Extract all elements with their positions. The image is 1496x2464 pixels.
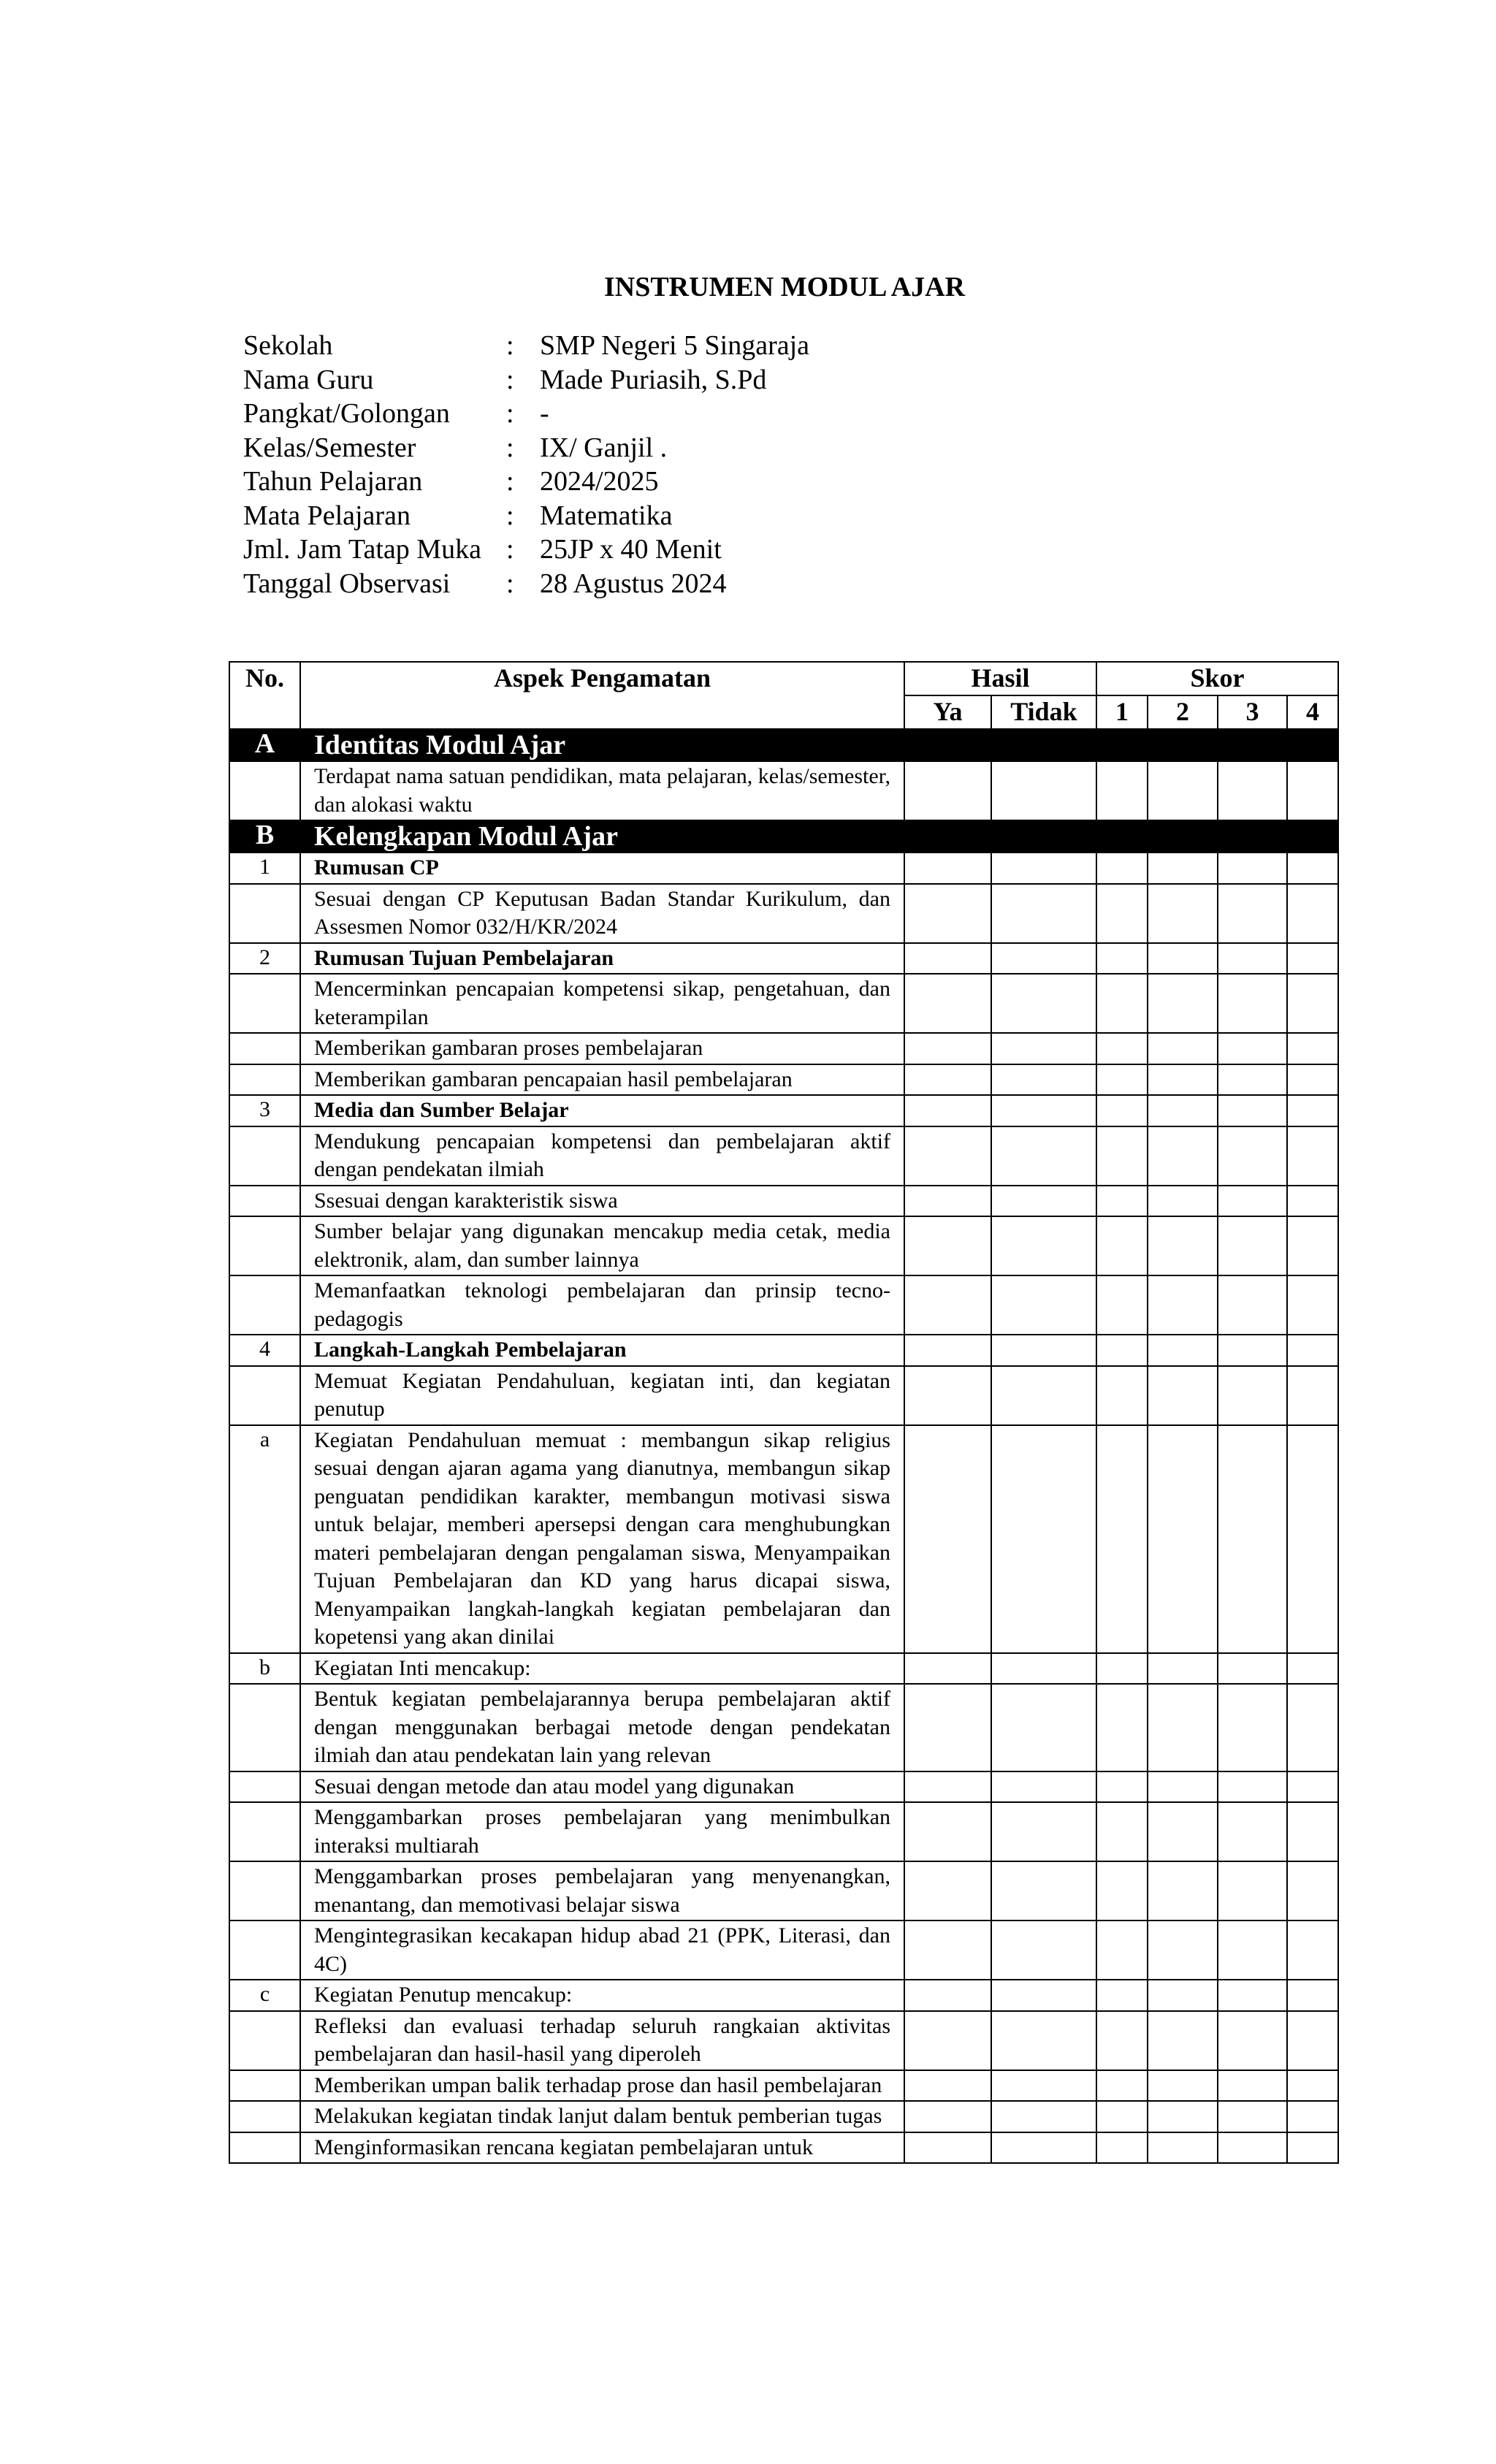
aspect-text: Mencerminkan pencapaian kompetensi sikap, pengetahuan, dan keterampilan <box>300 974 904 1033</box>
row-number <box>229 1771 300 1803</box>
tidak-cell[interactable] <box>991 2132 1096 2164</box>
row-number <box>229 1366 300 1425</box>
score-1-cell[interactable] <box>1096 1771 1148 1803</box>
score-3-cell[interactable] <box>1218 1921 1287 1980</box>
score-1-cell[interactable] <box>1096 761 1148 820</box>
table-row <box>229 1802 1338 1861</box>
info-value: 28 Agustus 2024 <box>540 568 727 599</box>
info-value: IX/ Ganjil . <box>540 432 668 463</box>
score-3-cell[interactable] <box>1218 2132 1287 2164</box>
ya-cell[interactable] <box>904 1366 991 1425</box>
score-2-cell[interactable] <box>1148 974 1218 1033</box>
ya-cell[interactable] <box>904 1335 991 1366</box>
tidak-cell[interactable] <box>991 974 1096 1033</box>
score-2-cell[interactable] <box>1148 2132 1218 2164</box>
score-3-cell[interactable] <box>1218 1425 1287 1653</box>
subsection-row <box>229 1335 1338 1366</box>
info-label: Sekolah <box>243 330 333 361</box>
info-row <box>243 329 809 363</box>
score-3-cell[interactable] <box>1218 1033 1287 1064</box>
subsection-title: Rumusan Tujuan Pembelajaran <box>300 943 904 974</box>
score-4-cell[interactable] <box>1287 761 1338 820</box>
score-4-cell[interactable] <box>1287 1366 1338 1425</box>
aspect-text: Melakukan kegiatan tindak lanjut dalam bentuk pemberian tugas <box>300 2101 904 2132</box>
score-1-cell[interactable] <box>1096 884 1148 943</box>
tidak-cell[interactable] <box>991 1126 1096 1186</box>
aspect-text: Memuat Kegiatan Pendahuluan, kegiatan inti, dan kegiatan penutup <box>300 1366 904 1425</box>
score-4-cell[interactable] <box>1287 1921 1338 1980</box>
score-4-cell[interactable] <box>1287 1033 1338 1064</box>
score-1-cell[interactable] <box>1096 2070 1148 2102</box>
table-row <box>229 1771 1338 1803</box>
ya-cell[interactable] <box>904 1095 991 1126</box>
row-number <box>229 1033 300 1064</box>
score-1-cell[interactable] <box>1096 1861 1148 1921</box>
score-3-cell[interactable] <box>1218 974 1287 1033</box>
tidak-cell[interactable] <box>991 2011 1096 2070</box>
info-label: Nama Guru <box>243 364 374 395</box>
tidak-cell[interactable] <box>991 1861 1096 1921</box>
score-1-cell[interactable] <box>1096 1684 1148 1771</box>
score-4-cell[interactable] <box>1287 1425 1338 1653</box>
row-number <box>229 1802 300 1861</box>
aspect-text: Memberikan umpan balik terhadap prose dan hasil pembelajaran <box>300 2070 904 2102</box>
row-number <box>229 761 300 820</box>
section-letter: B <box>229 820 300 853</box>
document-title: INSTRUMEN MODUL AJAR <box>603 272 966 302</box>
score-3-cell[interactable] <box>1218 2070 1287 2102</box>
score-1-cell[interactable] <box>1096 853 1148 884</box>
row-number: c <box>229 1980 300 2011</box>
section-row <box>229 729 1338 761</box>
score-3-cell[interactable] <box>1218 943 1287 974</box>
row-number <box>229 1064 300 1096</box>
table-row <box>229 1186 1338 1217</box>
header-hasil: Hasil <box>904 662 1096 695</box>
info-colon: : <box>506 568 514 599</box>
info-value: - <box>540 398 549 429</box>
info-colon: : <box>506 398 514 429</box>
row-number <box>229 2132 300 2164</box>
info-value: Matematika <box>540 500 673 531</box>
score-2-cell[interactable] <box>1148 1064 1218 1096</box>
tidak-cell[interactable] <box>991 1653 1096 1685</box>
header-score-2: 2 <box>1148 695 1218 729</box>
score-1-cell[interactable] <box>1096 2011 1148 2070</box>
score-1-cell[interactable] <box>1096 1064 1148 1096</box>
info-row <box>243 499 809 533</box>
table-row <box>229 1064 1338 1096</box>
score-2-cell[interactable] <box>1148 2070 1218 2102</box>
score-4-cell[interactable] <box>1287 1335 1338 1366</box>
table-row <box>229 1366 1338 1425</box>
aspect-text: Sumber belajar yang digunakan mencakup media cetak, media elektronik, alam, dan sumber lainnya <box>300 1216 904 1275</box>
score-3-cell[interactable] <box>1218 1095 1287 1126</box>
score-3-cell[interactable] <box>1218 853 1287 884</box>
row-number <box>229 1186 300 1217</box>
ya-cell[interactable] <box>904 1771 991 1803</box>
score-3-cell[interactable] <box>1218 1861 1287 1921</box>
info-colon: : <box>506 330 514 361</box>
score-1-cell[interactable] <box>1096 1653 1148 1685</box>
row-number: 4 <box>229 1335 300 1366</box>
ya-cell[interactable] <box>904 2132 991 2164</box>
score-3-cell[interactable] <box>1218 884 1287 943</box>
tidak-cell[interactable] <box>991 1335 1096 1366</box>
tidak-cell[interactable] <box>991 1186 1096 1217</box>
identity-block <box>243 329 809 600</box>
tidak-cell[interactable] <box>991 761 1096 820</box>
score-4-cell[interactable] <box>1287 1186 1338 1217</box>
score-2-cell[interactable] <box>1148 1033 1218 1064</box>
score-2-cell[interactable] <box>1148 943 1218 974</box>
info-row <box>243 567 809 601</box>
score-1-cell[interactable] <box>1096 974 1148 1033</box>
table-row <box>229 1425 1338 1653</box>
table-row <box>229 1684 1338 1771</box>
table-row <box>229 974 1338 1033</box>
score-1-cell[interactable] <box>1096 1216 1148 1275</box>
score-4-cell[interactable] <box>1287 1861 1338 1921</box>
table-row <box>229 1921 1338 1980</box>
aspect-text: Menggambarkan proses pembelajaran yang menimbulkan interaksi multiarah <box>300 1802 904 1861</box>
tidak-cell[interactable] <box>991 853 1096 884</box>
score-3-cell[interactable] <box>1218 1186 1287 1217</box>
row-number <box>229 2011 300 2070</box>
ya-cell[interactable] <box>904 761 991 820</box>
aspect-text: Bentuk kegiatan pembelajarannya berupa pembelajaran aktif dengan menggunakan berbagai metode dengan pendekatan ilmiah dan atau pendekatan lain yang relevan <box>300 1684 904 1771</box>
score-4-cell[interactable] <box>1287 1275 1338 1335</box>
tidak-cell[interactable] <box>991 1216 1096 1275</box>
score-4-cell[interactable] <box>1287 1216 1338 1275</box>
subsection-row <box>229 943 1338 974</box>
header-score-3: 3 <box>1218 695 1287 729</box>
score-4-cell[interactable] <box>1287 1095 1338 1126</box>
table-row <box>229 1033 1338 1064</box>
table-row <box>229 1861 1338 1921</box>
aspect-text: Refleksi dan evaluasi terhadap seluruh rangkaian aktivitas pembelajaran dan hasil-hasil yang diperoleh <box>300 2011 904 2070</box>
header-aspek: Aspek Pengamatan <box>300 662 904 729</box>
score-4-cell[interactable] <box>1287 1684 1338 1771</box>
aspect-text: Terdapat nama satuan pendidikan, mata pelajaran, kelas/semester, dan alokasi waktu <box>300 761 904 820</box>
score-1-cell[interactable] <box>1096 1335 1148 1366</box>
score-3-cell[interactable] <box>1218 1335 1287 1366</box>
aspect-text: Ssesuai dengan karakteristik siswa <box>300 1186 904 1217</box>
row-number: 1 <box>229 853 300 884</box>
row-number <box>229 1684 300 1771</box>
info-label: Tanggal Observasi <box>243 568 451 599</box>
table-row <box>229 2011 1338 2070</box>
score-3-cell[interactable] <box>1218 1980 1287 2011</box>
section-title: Identitas Modul Ajar <box>300 729 1338 761</box>
ya-cell[interactable] <box>904 1425 991 1653</box>
ya-cell[interactable] <box>904 853 991 884</box>
row-number <box>229 1921 300 1980</box>
ya-cell[interactable] <box>904 1684 991 1771</box>
score-2-cell[interactable] <box>1148 1980 1218 2011</box>
score-4-cell[interactable] <box>1287 2132 1338 2164</box>
score-4-cell[interactable] <box>1287 2101 1338 2132</box>
tidak-cell[interactable] <box>991 1684 1096 1771</box>
score-1-cell[interactable] <box>1096 1802 1148 1861</box>
score-1-cell[interactable] <box>1096 1275 1148 1335</box>
ya-cell[interactable] <box>904 1802 991 1861</box>
score-2-cell[interactable] <box>1148 1425 1218 1653</box>
info-row <box>243 533 809 567</box>
score-4-cell[interactable] <box>1287 1064 1338 1096</box>
row-number <box>229 884 300 943</box>
aspect-text: Memanfaatkan teknologi pembelajaran dan prinsip tecno-pedagogis <box>300 1275 904 1335</box>
info-colon: : <box>506 466 514 497</box>
score-4-cell[interactable] <box>1287 2070 1338 2102</box>
ya-cell[interactable] <box>904 1126 991 1186</box>
ya-cell[interactable] <box>904 1033 991 1064</box>
tidak-cell[interactable] <box>991 2101 1096 2132</box>
score-2-cell[interactable] <box>1148 1861 1218 1921</box>
tidak-cell[interactable] <box>991 1064 1096 1096</box>
tidak-cell[interactable] <box>991 884 1096 943</box>
section-title: Kelengkapan Modul Ajar <box>300 820 1338 853</box>
aspect-text: Kegiatan Inti mencakup: <box>300 1653 904 1685</box>
score-2-cell[interactable] <box>1148 1216 1218 1275</box>
score-4-cell[interactable] <box>1287 2011 1338 2070</box>
info-row <box>243 397 809 431</box>
score-2-cell[interactable] <box>1148 1653 1218 1685</box>
aspect-text: Kegiatan Penutup mencakup: <box>300 1980 904 2011</box>
info-row <box>243 465 809 499</box>
score-3-cell[interactable] <box>1218 761 1287 820</box>
header-no: No. <box>229 662 300 729</box>
score-3-cell[interactable] <box>1218 2011 1287 2070</box>
aspect-text: Menginformasikan rencana kegiatan pembelajaran untuk <box>300 2132 904 2164</box>
header-ya: Ya <box>904 695 991 729</box>
score-4-cell[interactable] <box>1287 1802 1338 1861</box>
info-colon: : <box>506 364 514 395</box>
section-row <box>229 820 1338 853</box>
score-2-cell[interactable] <box>1148 1186 1218 1217</box>
score-2-cell[interactable] <box>1148 1335 1218 1366</box>
tidak-cell[interactable] <box>991 2070 1096 2102</box>
ya-cell[interactable] <box>904 2070 991 2102</box>
table-row <box>229 2101 1338 2132</box>
info-colon: : <box>506 500 514 531</box>
row-number <box>229 1126 300 1186</box>
info-colon: : <box>506 534 514 565</box>
table-row <box>229 884 1338 943</box>
score-3-cell[interactable] <box>1218 1064 1287 1096</box>
tidak-cell[interactable] <box>991 1275 1096 1335</box>
subsection-title: Rumusan CP <box>300 853 904 884</box>
score-2-cell[interactable] <box>1148 2011 1218 2070</box>
row-number: 2 <box>229 943 300 974</box>
tidak-cell[interactable] <box>991 1095 1096 1126</box>
score-2-cell[interactable] <box>1148 761 1218 820</box>
tidak-cell[interactable] <box>991 1921 1096 1980</box>
score-1-cell[interactable] <box>1096 1980 1148 2011</box>
tidak-cell[interactable] <box>991 1366 1096 1425</box>
table-row <box>229 1126 1338 1186</box>
header-skor: Skor <box>1096 662 1338 695</box>
row-number: a <box>229 1425 300 1653</box>
score-1-cell[interactable] <box>1096 2101 1148 2132</box>
score-3-cell[interactable] <box>1218 1366 1287 1425</box>
score-2-cell[interactable] <box>1148 853 1218 884</box>
row-number: 3 <box>229 1095 300 1126</box>
info-label: Mata Pelajaran <box>243 500 411 531</box>
header-score-4: 4 <box>1287 695 1338 729</box>
info-label: Tahun Pelajaran <box>243 466 423 497</box>
score-1-cell[interactable] <box>1096 1425 1148 1653</box>
tidak-cell[interactable] <box>991 1033 1096 1064</box>
score-3-cell[interactable] <box>1218 1771 1287 1803</box>
score-3-cell[interactable] <box>1218 1653 1287 1685</box>
row-number <box>229 1216 300 1275</box>
score-3-cell[interactable] <box>1218 1216 1287 1275</box>
score-3-cell[interactable] <box>1218 1684 1287 1771</box>
table-row <box>229 1275 1338 1335</box>
ya-cell[interactable] <box>904 1861 991 1921</box>
ya-cell[interactable] <box>904 1921 991 1980</box>
score-2-cell[interactable] <box>1148 1684 1218 1771</box>
aspect-text: Memberikan gambaran pencapaian hasil pembelajaran <box>300 1064 904 1096</box>
score-1-cell[interactable] <box>1096 1186 1148 1217</box>
info-row <box>243 431 809 465</box>
score-4-cell[interactable] <box>1287 1653 1338 1685</box>
row-number <box>229 2101 300 2132</box>
score-2-cell[interactable] <box>1148 1921 1218 1980</box>
ya-cell[interactable] <box>904 1980 991 2011</box>
score-1-cell[interactable] <box>1096 1921 1148 1980</box>
ya-cell[interactable] <box>904 974 991 1033</box>
row-number <box>229 1861 300 1921</box>
row-number: b <box>229 1653 300 1685</box>
ya-cell[interactable] <box>904 1216 991 1275</box>
score-4-cell[interactable] <box>1287 884 1338 943</box>
tidak-cell[interactable] <box>991 1980 1096 2011</box>
tidak-cell[interactable] <box>991 1771 1096 1803</box>
score-3-cell[interactable] <box>1218 1802 1287 1861</box>
score-1-cell[interactable] <box>1096 943 1148 974</box>
ya-cell[interactable] <box>904 2101 991 2132</box>
aspect-text: Sesuai dengan metode dan atau model yang digunakan <box>300 1771 904 1803</box>
info-row <box>243 363 809 397</box>
table-row <box>229 1980 1338 2011</box>
ya-cell[interactable] <box>904 1064 991 1096</box>
score-2-cell[interactable] <box>1148 884 1218 943</box>
score-2-cell[interactable] <box>1148 1126 1218 1186</box>
info-value: 2024/2025 <box>540 466 659 497</box>
score-1-cell[interactable] <box>1096 1366 1148 1425</box>
aspect-text: Mendukung pencapaian kompetensi dan pembelajaran aktif dengan pendekatan ilmiah <box>300 1126 904 1186</box>
info-label: Pangkat/Golongan <box>243 398 450 429</box>
score-1-cell[interactable] <box>1096 2132 1148 2164</box>
score-4-cell[interactable] <box>1287 974 1338 1033</box>
info-colon: : <box>506 432 514 463</box>
table-row <box>229 2132 1338 2164</box>
score-1-cell[interactable] <box>1096 1033 1148 1064</box>
subsection-row <box>229 1095 1338 1126</box>
ya-cell[interactable] <box>904 1653 991 1685</box>
tidak-cell[interactable] <box>991 1802 1096 1861</box>
aspect-text: Memberikan gambaran proses pembelajaran <box>300 1033 904 1064</box>
score-4-cell[interactable] <box>1287 853 1338 884</box>
score-2-cell[interactable] <box>1148 1275 1218 1335</box>
score-2-cell[interactable] <box>1148 1095 1218 1126</box>
score-2-cell[interactable] <box>1148 1771 1218 1803</box>
score-2-cell[interactable] <box>1148 2101 1218 2132</box>
score-3-cell[interactable] <box>1218 1126 1287 1186</box>
score-4-cell[interactable] <box>1287 1980 1338 2011</box>
table-header-row <box>229 662 1338 695</box>
score-2-cell[interactable] <box>1148 1366 1218 1425</box>
ya-cell[interactable] <box>904 1275 991 1335</box>
score-4-cell[interactable] <box>1287 1771 1338 1803</box>
aspect-text: Sesuai dengan CP Keputusan Badan Standar Kurikulum, dan Assesmen Nomor 032/H/KR/2024 <box>300 884 904 943</box>
score-1-cell[interactable] <box>1096 1126 1148 1186</box>
section-letter: A <box>229 729 300 761</box>
subsection-title: Media dan Sumber Belajar <box>300 1095 904 1126</box>
info-value: 25JP x 40 Menit <box>540 534 722 565</box>
row-number <box>229 974 300 1033</box>
aspect-text: Menggambarkan proses pembelajaran yang menyenangkan, menantang, dan memotivasi belajar siswa <box>300 1861 904 1921</box>
score-4-cell[interactable] <box>1287 1126 1338 1186</box>
score-4-cell[interactable] <box>1287 943 1338 974</box>
tidak-cell[interactable] <box>991 943 1096 974</box>
score-3-cell[interactable] <box>1218 1275 1287 1335</box>
aspect-text: Kegiatan Pendahuluan memuat : membangun sikap religius sesuai dengan ajaran agama yang dianutnya, membangun sikap penguatan pendidikan karakter, membangun motivasi siswa untuk belajar, memberi apersepsi dengan cara menghubungkan materi pembelajaran dengan pengalaman siswa, Menyampaikan Tujuan Pembelajaran dan KD yang harus dicapai siswa, Menyampaikan langkah-langkah kegiatan pembelajaran dan kopetensi yang akan dinilai <box>300 1425 904 1653</box>
score-1-cell[interactable] <box>1096 1095 1148 1126</box>
ya-cell[interactable] <box>904 2011 991 2070</box>
score-3-cell[interactable] <box>1218 2101 1287 2132</box>
ya-cell[interactable] <box>904 943 991 974</box>
table-row <box>229 1653 1338 1685</box>
ya-cell[interactable] <box>904 884 991 943</box>
header-score-1: 1 <box>1096 695 1148 729</box>
subsection-title: Langkah-Langkah Pembelajaran <box>300 1335 904 1366</box>
observation-table <box>229 661 1339 2164</box>
info-value: SMP Negeri 5 Singaraja <box>540 330 810 361</box>
aspect-text: Mengintegrasikan kecakapan hidup abad 21 (PPK, Literasi, dan 4C) <box>300 1921 904 1980</box>
table-row <box>229 2070 1338 2102</box>
row-number <box>229 1275 300 1335</box>
subsection-row <box>229 853 1338 884</box>
table-row <box>229 761 1338 820</box>
ya-cell[interactable] <box>904 1186 991 1217</box>
header-tidak: Tidak <box>991 695 1096 729</box>
table-row <box>229 1216 1338 1275</box>
score-2-cell[interactable] <box>1148 1802 1218 1861</box>
tidak-cell[interactable] <box>991 1425 1096 1653</box>
info-label: Jml. Jam Tatap Muka <box>243 534 481 565</box>
row-number <box>229 2070 300 2102</box>
info-label: Kelas/Semester <box>243 432 416 463</box>
info-value: Made Puriasih, S.Pd <box>540 364 767 395</box>
